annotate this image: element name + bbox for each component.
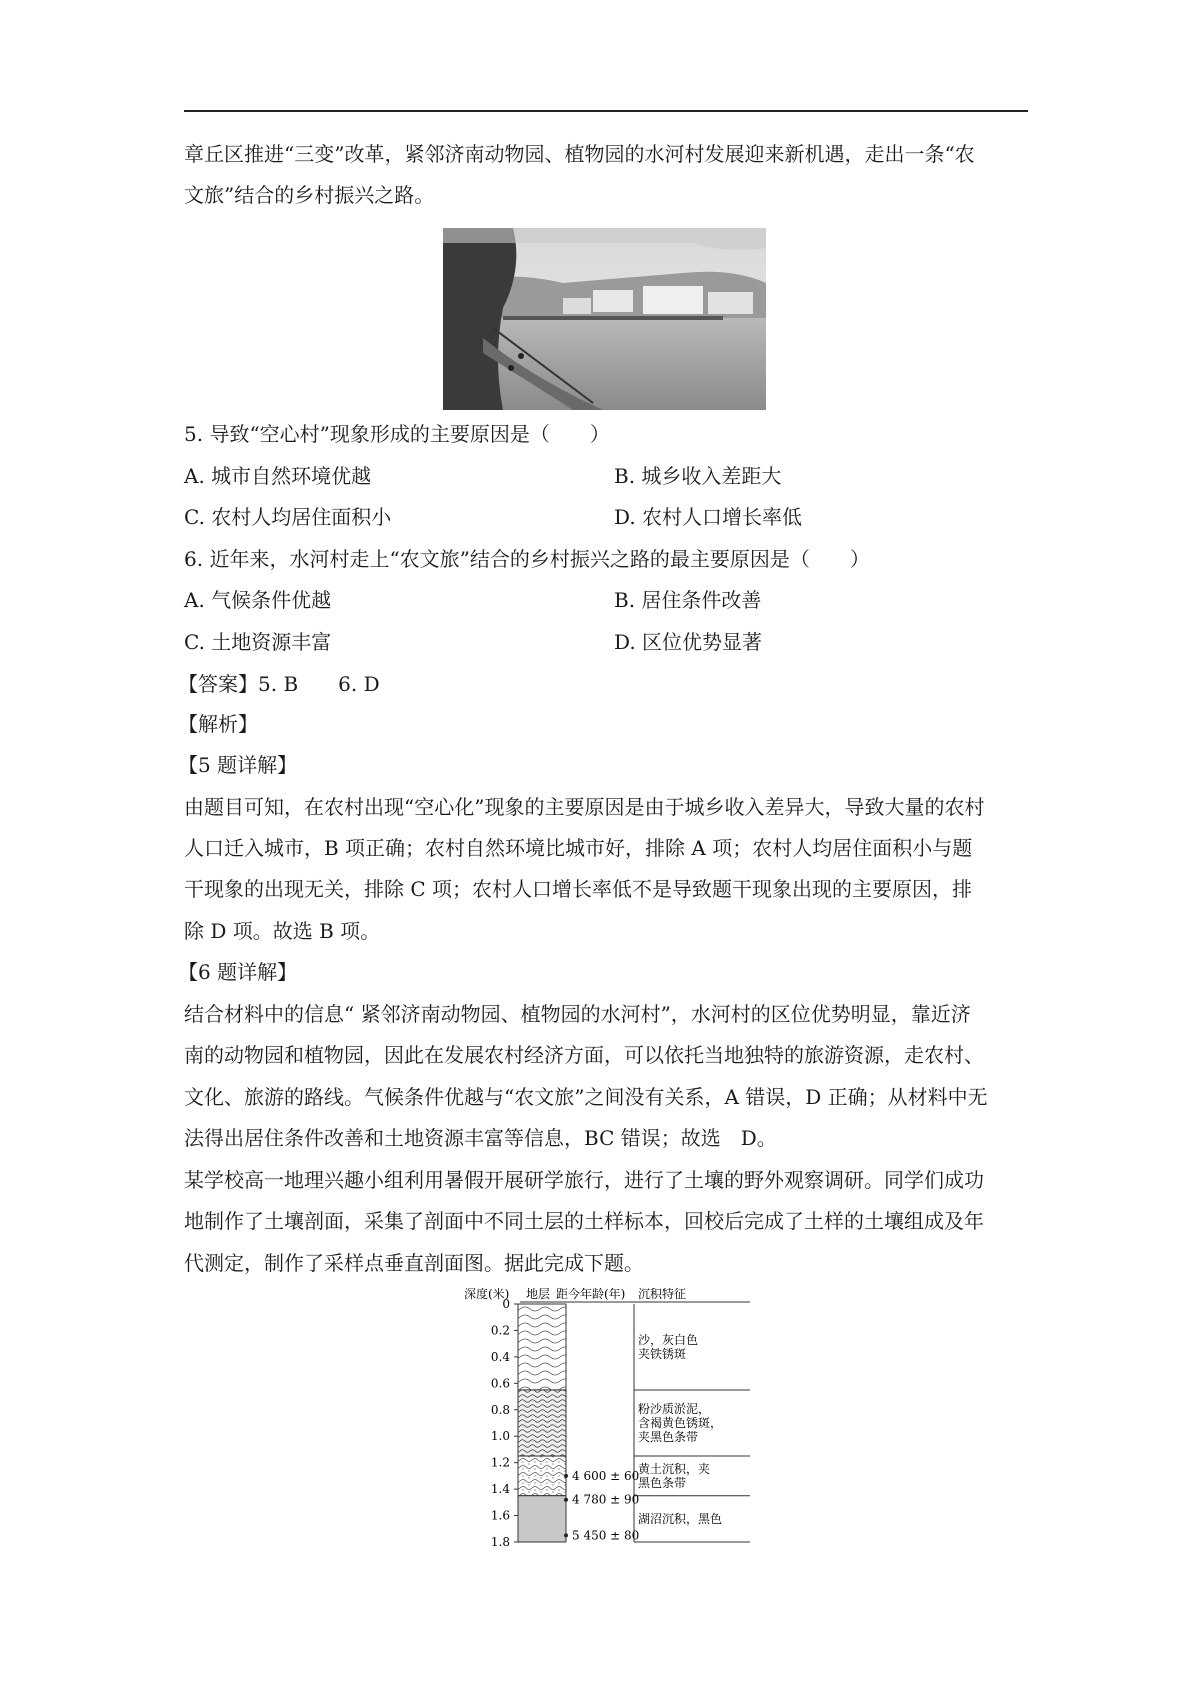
stratum-layer xyxy=(518,1456,566,1496)
header-rule xyxy=(184,110,1028,112)
q6-option-a: A. 气候条件优越 xyxy=(184,588,332,612)
sediment-feature-text: 湖沼沉积，黑色 xyxy=(638,1511,723,1526)
detail-6-text: 文化、旅游的路线。气候条件优越与“农文旅”之间没有关系，A 错误，D 正确；从材料中无 xyxy=(184,1085,988,1109)
stratum-layer xyxy=(518,1304,566,1390)
q6-option-d: D. 区位优势显著 xyxy=(614,630,763,654)
header-feature: 沉积特征 xyxy=(638,1288,687,1301)
stratum-layer xyxy=(518,1496,566,1542)
depth-tick-label: 0.6 xyxy=(490,1376,510,1391)
sediment-feature-text: 沙，灰白色 xyxy=(638,1332,699,1347)
header-stratum: 地层 xyxy=(526,1288,551,1301)
depth-tick-label: 1.6 xyxy=(490,1508,510,1523)
depth-tick-label: 1.0 xyxy=(490,1429,510,1444)
depth-tick-label: 1.8 xyxy=(490,1535,510,1548)
q5-option-d: D. 农村人口增长率低 xyxy=(614,505,803,529)
intro-line: 文旅”结合的乡村振兴之路。 xyxy=(184,183,435,207)
sediment-feature-text: 粉沙质淤泥， xyxy=(638,1402,711,1416)
header-depth: 深度(米) xyxy=(464,1288,510,1301)
sediment-feature-text: 含褐黄色锈斑， xyxy=(638,1416,723,1430)
detail-5-text: 除 D 项。故选 B 项。 xyxy=(184,919,381,943)
depth-tick-label: 0.2 xyxy=(490,1323,510,1338)
material-text: 代测定，制作了采样点垂直剖面图。据此完成下题。 xyxy=(184,1251,644,1275)
detail-6-text: 南的动物园和植物园，因此在发展农村经济方面，可以依托当地独特的旅游资源，走农村、 xyxy=(184,1043,984,1067)
age-label: 4 780 ± 90 xyxy=(572,1492,640,1507)
sediment-feature-text: 夹铁锈斑 xyxy=(638,1346,687,1361)
answer-line: 【答案】5. B 6. D xyxy=(178,672,380,696)
detail-6-text: 结合材料中的信息“ 紧邻济南动物园、植物园的水河村”，水河村的区位优势明显，靠近济 xyxy=(184,1002,971,1026)
q5-option-b: B. 城乡收入差距大 xyxy=(614,464,782,488)
sediment-feature-text: 黑色条带 xyxy=(638,1475,687,1490)
material-text: 某学校高一地理兴趣小组利用暑假开展研学旅行，进行了土壤的野外观察调研。同学们成功 xyxy=(184,1168,984,1192)
stratum-layer xyxy=(518,1390,566,1456)
depth-tick-label: 1.4 xyxy=(490,1482,510,1497)
depth-tick-label: 1.2 xyxy=(490,1455,510,1470)
intro-line: 章丘区推进“三变”改革，紧邻济南动物园、植物园的水河村发展迎来新机遇，走出一条“农 xyxy=(184,142,975,166)
age-sample-point xyxy=(564,1498,568,1502)
detail-5-title: 【5 题详解】 xyxy=(178,753,298,777)
detail-6-title: 【6 题详解】 xyxy=(178,960,298,984)
age-label: 5 450 ± 80 xyxy=(572,1528,640,1543)
age-sample-point xyxy=(564,1533,568,1537)
detail-5-text: 干现象的出现无关，排除 C 项；农村人口增长率低不是导致题干现象出现的主要原因，排 xyxy=(184,877,973,901)
depth-tick-label: 0.8 xyxy=(490,1402,510,1417)
q6-stem: 6. 近年来，水河村走上“农文旅”结合的乡村振兴之路的最主要原因是（ ） xyxy=(184,547,870,571)
age-sample-point xyxy=(564,1474,568,1478)
q5-option-c: C. 农村人均居住面积小 xyxy=(184,505,392,529)
analysis-label: 【解析】 xyxy=(178,712,258,736)
detail-5-text: 人口迁入城市，B 项正确；农村自然环境比城市好，排除 A 项；农村人均居住面积小与题 xyxy=(184,836,973,860)
header-age: 距今年龄(年) xyxy=(556,1288,626,1301)
q5-stem: 5. 导致“空心村”现象形成的主要原因是（ ） xyxy=(184,422,610,446)
depth-tick-label: 0.4 xyxy=(490,1349,510,1364)
soil-profile-chart xyxy=(460,1288,750,1548)
sediment-feature-text: 黄土沉积，夹 xyxy=(638,1461,711,1476)
detail-5-text: 由题目可知，在农村出现“空心化”现象的主要原因是由于城乡收入差异大，导致大量的农村 xyxy=(184,795,985,819)
depth-tick-label: 0 xyxy=(502,1297,510,1311)
detail-6-text: 法得出居住条件改善和土地资源丰富等信息，BC 错误；故选 D。 xyxy=(184,1126,777,1150)
q6-option-c: C. 土地资源丰富 xyxy=(184,630,332,654)
age-label: 4 600 ± 60 xyxy=(572,1468,640,1483)
q5-option-a: A. 城市自然环境优越 xyxy=(184,464,372,488)
sediment-feature-text: 夹黑色条带 xyxy=(638,1430,699,1444)
village-photo xyxy=(443,228,766,410)
material-text: 地制作了土壤剖面，采集了剖面中不同土层的土样标本，回校后完成了土样的土壤组成及年 xyxy=(184,1209,984,1233)
q6-option-b: B. 居住条件改善 xyxy=(614,588,762,612)
